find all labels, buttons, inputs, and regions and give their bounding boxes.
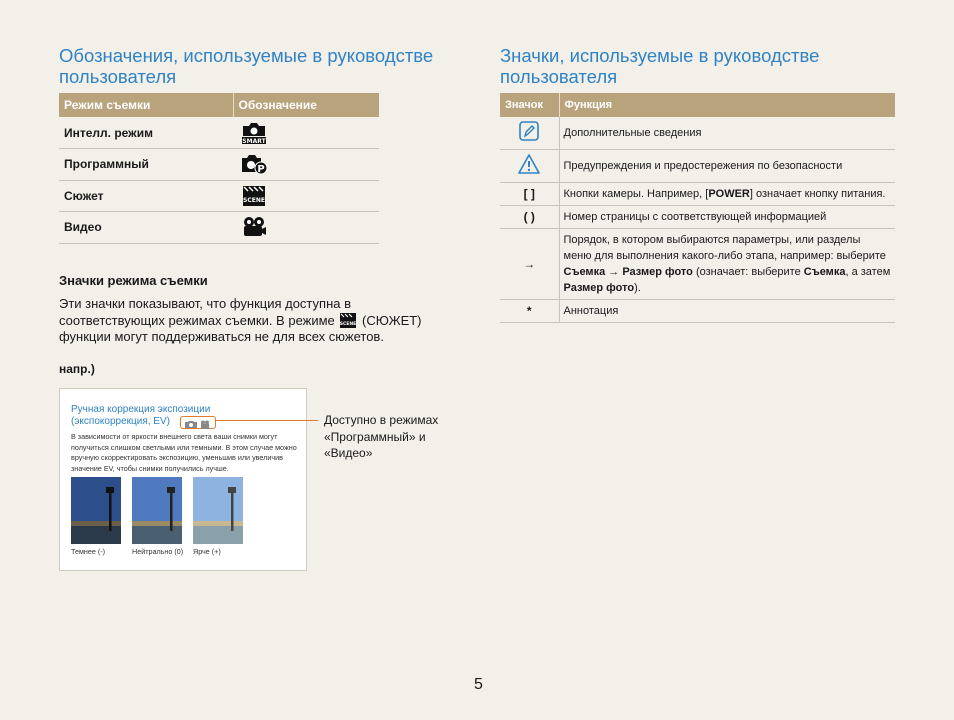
table-row: Дополнительные сведения [500,117,895,150]
left-title: Обозначения, используемые в руководстве пользователя [59,45,434,87]
movie-mode-icon [240,215,268,239]
note-icon [518,120,540,142]
example-title: Ручная коррекция экспозиции (экспокоррекция, EV) [71,404,211,427]
table-row: ( ) Номер страницы с соответствующей информацией [500,206,895,229]
example-figure [59,388,307,571]
table-row: Интелл. режим SMART [59,117,379,149]
scene-mode-icon [240,184,268,208]
table-row: Видео [59,212,379,244]
page-number: 5 [474,676,483,693]
right-title: Значки, используемые в руководстве пользователя [500,45,820,87]
example-label: напр.) [59,362,95,376]
photo-darker [71,477,121,544]
photo-neutral [132,477,182,544]
smart-mode-icon [240,121,268,145]
table-header: Режим съемки [59,93,233,117]
svg-text:SMART: SMART [242,137,266,145]
table-header: Обозначение [233,93,379,117]
scene-mode-icon [339,313,357,328]
table-row: Программный P [59,149,379,181]
section-paragraph: Эти значки показывают, что функция доступна в соответствующих режимах съемки. В режиме SCENE (СЮЖЕТ) функции могут поддерживаться не для всех сюжетов. [59,296,422,344]
program-movie-icons [181,419,215,430]
svg-text:SCENE: SCENE [243,196,265,204]
example-text: В зависимости от яркости внешнего света ваши снимки могут получиться слишком светлыми или темными. В этом случае можно вручную скорректировать экспозицию, уменьшив или увеличив значение EV, чтобы снимки получились лучше. [71,432,297,473]
section-heading: Значки режима съемки [59,273,208,288]
table-row: [ ] Кнопки камеры. Например, [POWER] означает кнопку питания. [500,183,895,206]
manual-icons-table [500,93,895,323]
photo-caption: Нейтрально (0) [132,547,184,556]
callout-text: Доступно в режимах «Программный» и «Видео» [324,413,439,460]
table-row: Сюжет SCENE [59,180,379,212]
table-row: → Порядок, в котором выбираются параметры, или разделы меню для выполнения какого-либо этапа, например: выберите Съемка → Размер фото (означает: выберите Съемка, а затем Размер фото). [500,229,895,300]
photo-caption: Темнее (-) [71,547,106,556]
photo-caption: Ярче (+) [193,547,221,556]
shooting-modes-table [59,93,379,244]
table-header: Значок [500,93,559,117]
table-row: * Аннотация [500,300,895,323]
photo-brighter [193,477,243,544]
svg-text:P: P [257,164,265,176]
mode-icons-highlight [180,416,216,429]
warning-icon [517,153,541,175]
table-header: Функция [559,93,895,117]
svg-text:SCENE: SCENE [340,321,357,327]
callout-line [216,420,318,421]
program-mode-icon [240,152,268,176]
table-row: Предупреждения и предостережения по безопасности [500,150,895,183]
